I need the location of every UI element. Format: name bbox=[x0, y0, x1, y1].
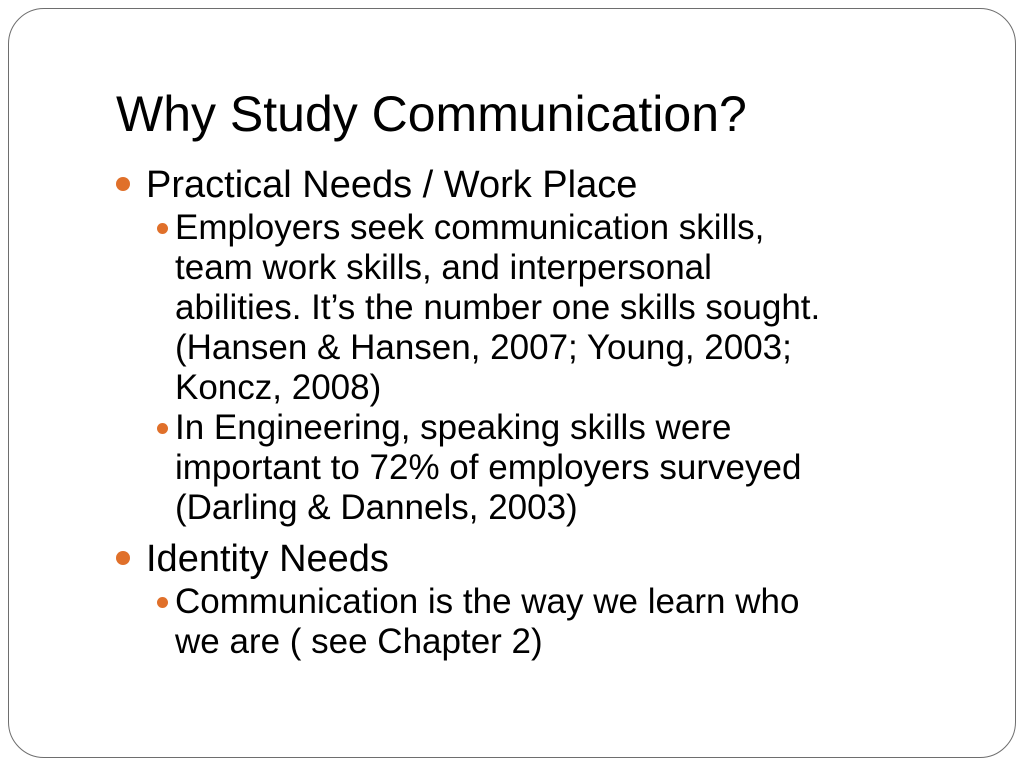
sub-bullet-line: In Engineering, speaking skills were bbox=[175, 408, 732, 447]
slide-title: Why Study Communication? bbox=[116, 86, 747, 142]
sub-bullet-dot-icon bbox=[157, 423, 168, 434]
sub-bullet-engineering bbox=[112, 408, 952, 528]
sub-bullet-line: Koncz, 2008) bbox=[175, 368, 382, 407]
bullet-practical-needs bbox=[112, 162, 952, 208]
bullet-dot-icon bbox=[116, 551, 130, 565]
sub-bullet-line: (Hansen & Hansen, 2007; Young, 2003; bbox=[175, 328, 792, 367]
sub-bullet-communication bbox=[112, 582, 952, 662]
bullet-text: Identity Needs bbox=[146, 538, 389, 580]
sub-bullet-dot-icon bbox=[157, 597, 168, 608]
slide-content bbox=[112, 162, 952, 662]
sub-bullet-line: abilities. It’s the number one skills sought. bbox=[175, 288, 821, 327]
bullet-text: Practical Needs / Work Place bbox=[146, 164, 638, 206]
sub-bullet-line: important to 72% of employers surveyed bbox=[175, 448, 802, 487]
sub-bullet-line: we are ( see Chapter 2) bbox=[175, 622, 543, 661]
sub-bullet-line: Employers seek communication skills, bbox=[175, 208, 765, 247]
sub-bullet-line: Communication is the way we learn who bbox=[175, 582, 800, 621]
bullet-dot-icon bbox=[116, 177, 130, 191]
sub-bullet-employers bbox=[112, 208, 952, 408]
bullet-identity-needs bbox=[112, 536, 952, 582]
sub-bullet-line: team work skills, and interpersonal bbox=[175, 248, 712, 287]
sub-bullet-line: (Darling & Dannels, 2003) bbox=[175, 488, 578, 527]
sub-bullet-dot-icon bbox=[157, 223, 168, 234]
